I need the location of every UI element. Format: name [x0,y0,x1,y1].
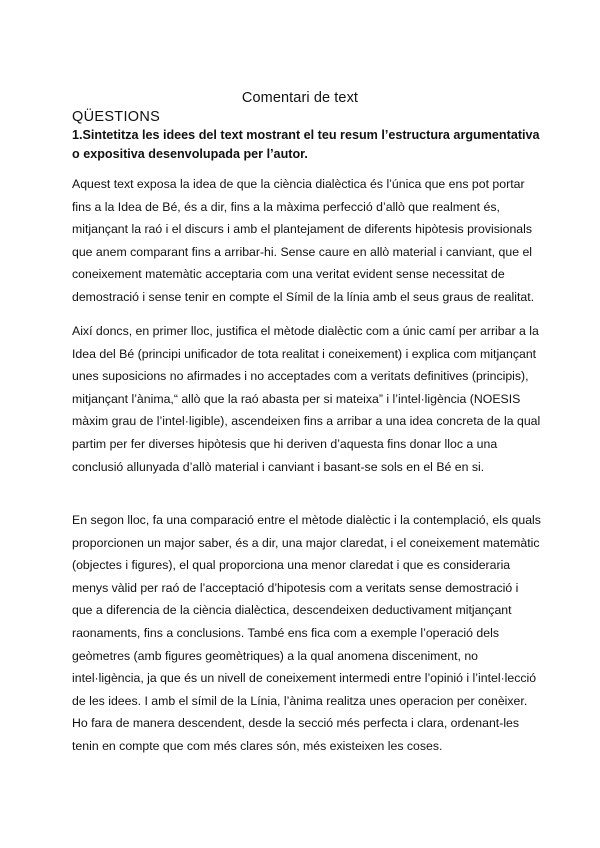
document-title: Comentari de text [241,90,359,106]
answer-paragraph-2: Així doncs, en primer lloc, justifica el mètode dialèctic com a únic camí per arribar a la Idea del Bé (principi unificador de tota realitat i coneixement) i explica com mitjançant unes suposicions no afirmades i no acceptades com a veritats definitives (principis), mitjançant l’ànima,“ allò que la raó abasta per si mateixa” i l’intel·ligència (NOESIS màxim grau de l’intel·ligible), ascendeixen fins a arribar a una idea concreta de la qual partim per fer diverses hipòtesis que hi deriven d’aquesta fins donar lloc a una conclusió allunyada d’allò material i canviant i basant-se sols en el Bé en si. [72,324,541,474]
answer-paragraph-1: Aquest text exposa la idea de que la ciència dialèctica és l’única que ens pot portar fins a la Idea de Bé, és a dir, fins a la màxima perfecció d’allò que realment és, mitjançant la raó i el discurs i amb el plantejament de diferents hipòtesis provisionals que anem comparant fins a arribar-hi. Sense caure en allò material i canviant, que el coneixement matemàtic acceptaria com una veritat evident sense necessitat de demostració i sense tenir en compte el Símil de la línia amb el seus graus de realitat. [72,177,535,304]
section-heading: QÜESTIONS [72,109,161,125]
answer-paragraph-3: En segon lloc, fa una comparació entre el mètode dialèctic i la contemplació, els quals proporcionen un major saber, és a dir, una major claredat, i el coneixement matemàtic (objectes i figures), el qual proporciona una menor claredat i que es consideraria menys vàlid per raó de l’acceptació d’hipotesis com a veritats sense demostració i que a diferencia de la ciència dialèctica, descendeixen deductivament mitjançant raonaments, fins a conclusions. També ens fica com a exemple l’operació dels geòmetres (amb figures geomètriques) a la qual anomena disceniment, no intel·ligència, ja que és un nivell de coneixement intermedi entre l’opinió i l’intel·lecció de les idees. I amb el símil de la Línia, l’ànima realitza unes operacion per conèixer. Ho fara de manera descendent, desde la secció més perfecta i clara, ordenant-les tenin en compte que com més clares són, més existeixen les coses. [72,513,541,753]
question-heading: 1.Sintetitza les idees del text mostrant el teu resum l’estructura argumentativa o expositiva desenvolupada per l’autor. [72,128,540,161]
